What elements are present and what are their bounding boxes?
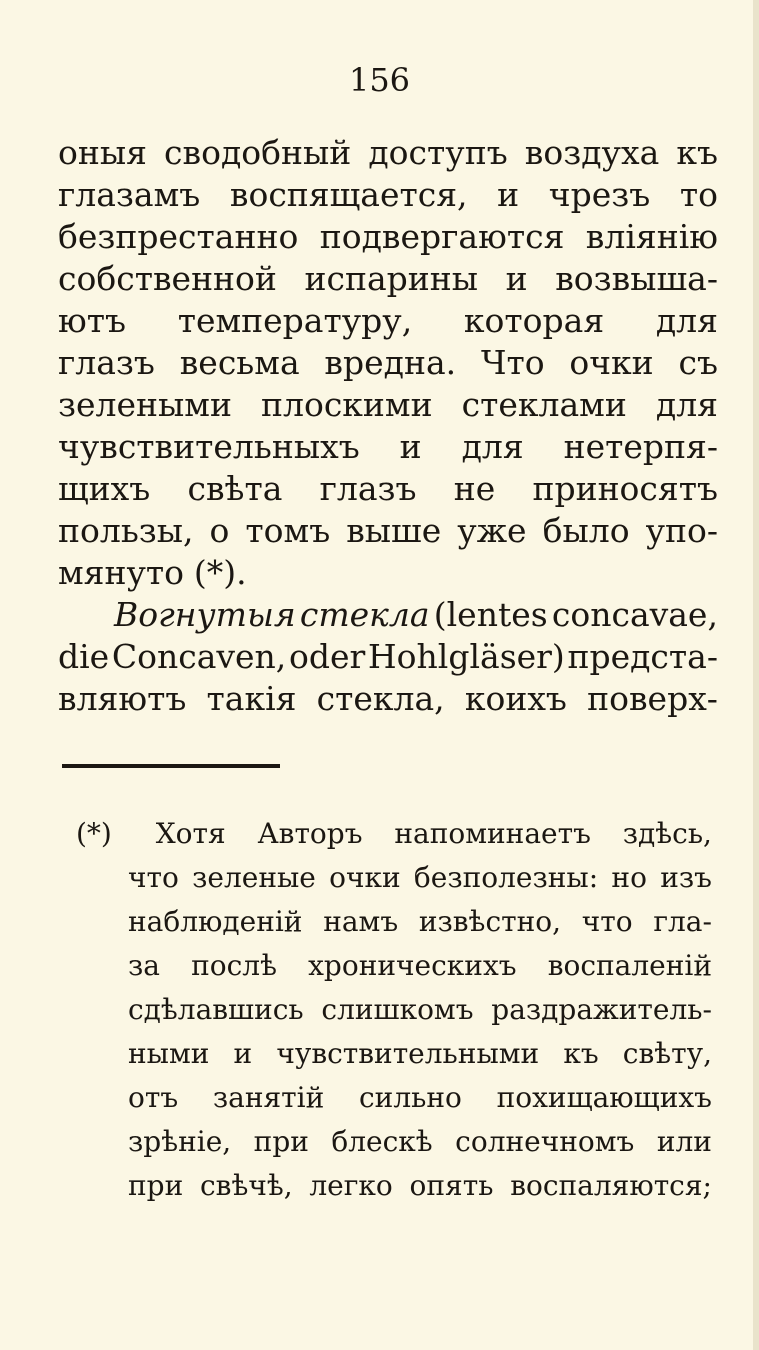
- text-line: [58, 132, 718, 174]
- word: но: [611, 861, 647, 894]
- text-line: [58, 300, 718, 342]
- text-line: [58, 384, 718, 426]
- word: сдѣлавшись: [128, 993, 304, 1026]
- word: предста-: [567, 637, 718, 676]
- word: отъ: [128, 1081, 179, 1114]
- word: для: [655, 301, 718, 340]
- footnote-marker: (*).: [193, 553, 247, 592]
- italic-term: стекла: [299, 595, 430, 634]
- word: раздражитель-: [491, 993, 712, 1026]
- footnote-line: [128, 1032, 712, 1076]
- footnote-line: [128, 1164, 712, 1208]
- word: щихъ: [58, 469, 151, 508]
- word: опять: [409, 1169, 494, 1202]
- word: зелеными: [58, 385, 232, 424]
- word: зрѣнiе,: [128, 1125, 232, 1158]
- word: здѣсь,: [622, 817, 712, 850]
- page-edge: [753, 0, 759, 1350]
- word: concavae,: [551, 595, 718, 634]
- footnote-line: [128, 944, 712, 988]
- footnote-marker: (*): [76, 817, 112, 850]
- word: вредна.: [324, 343, 457, 382]
- word: такiя: [206, 679, 297, 718]
- word: легко: [309, 1169, 393, 1202]
- word: Hohlgläser): [367, 637, 565, 676]
- word: упо-: [645, 511, 718, 550]
- word: коихъ: [464, 679, 567, 718]
- word: слишкомъ: [321, 993, 474, 1026]
- word: съ: [678, 343, 718, 382]
- word: или: [656, 1125, 712, 1158]
- word: наблюденiй: [128, 905, 303, 938]
- word: томъ: [245, 511, 331, 550]
- word: die: [58, 637, 110, 676]
- word: ными: [128, 1037, 210, 1070]
- word: вляютъ: [58, 679, 187, 718]
- word: блескѣ: [331, 1125, 433, 1158]
- word: не: [453, 469, 496, 508]
- word: при: [253, 1125, 309, 1158]
- footnote-line: [128, 900, 712, 944]
- word: воспаляются;: [510, 1169, 712, 1202]
- footnote-line: [76, 812, 712, 856]
- word: чрезъ: [548, 175, 651, 214]
- word: свѣта: [187, 469, 283, 508]
- word: о: [209, 511, 230, 550]
- word: поверх-: [587, 679, 718, 718]
- word: зеленые: [192, 861, 316, 894]
- footnote-line: [128, 856, 712, 900]
- footnote-line: [128, 988, 712, 1032]
- word: воздуха: [524, 133, 660, 172]
- word: стекла,: [316, 679, 445, 718]
- word: (lentes: [433, 595, 548, 634]
- word: что: [128, 861, 179, 894]
- word: безполезны:: [413, 861, 599, 894]
- word: температуру,: [177, 301, 413, 340]
- word: гла-: [653, 905, 712, 938]
- text-line: [58, 468, 718, 510]
- word: Concaven,: [111, 637, 287, 676]
- word: сводобный: [164, 133, 352, 172]
- main-text: [58, 132, 718, 720]
- word: oder: [288, 637, 366, 676]
- word: свѣчѣ,: [200, 1169, 293, 1202]
- word: и: [505, 259, 528, 298]
- word: ютъ: [58, 301, 126, 340]
- word: приносятъ: [532, 469, 718, 508]
- text-line: [58, 594, 718, 636]
- word: къ: [563, 1037, 599, 1070]
- word: что: [581, 905, 633, 938]
- word: изъ: [660, 861, 712, 894]
- word: возвыша-: [555, 259, 718, 298]
- word: для: [655, 385, 718, 424]
- footnote-line: [128, 1120, 712, 1164]
- word: намъ: [323, 905, 399, 938]
- word: къ: [676, 133, 718, 172]
- word: очки: [569, 343, 654, 382]
- word: воспящается,: [229, 175, 468, 214]
- word: для: [461, 427, 524, 466]
- word: свѣту,: [622, 1037, 712, 1070]
- word: послѣ: [191, 949, 277, 982]
- word: мянуто: [58, 553, 185, 592]
- word: Хотя: [155, 817, 226, 850]
- word: сильно: [358, 1081, 462, 1114]
- footnote: [76, 812, 712, 1208]
- word: весьма: [179, 343, 300, 382]
- word: то: [679, 175, 718, 214]
- text-line: [58, 216, 718, 258]
- text-line: [58, 636, 718, 678]
- word: собственной: [58, 259, 277, 298]
- word: которая: [463, 301, 605, 340]
- word: нетерпя-: [563, 427, 718, 466]
- word: чувствительныхъ: [58, 427, 360, 466]
- text-line: [58, 678, 718, 720]
- footnote-separator: [62, 764, 280, 768]
- word: воспаленiй: [547, 949, 712, 982]
- word: оныя: [58, 133, 147, 172]
- text-line: [58, 510, 718, 552]
- word: очки: [329, 861, 401, 894]
- word: глазамъ: [58, 175, 201, 214]
- text-line: [58, 552, 718, 594]
- word: похищающихъ: [496, 1081, 712, 1114]
- word: извѣстно,: [418, 905, 562, 938]
- word: и: [233, 1037, 253, 1070]
- word: солнечномъ: [455, 1125, 635, 1158]
- word: пользы,: [58, 511, 194, 550]
- word: при: [128, 1169, 184, 1202]
- word: стеклами: [461, 385, 627, 424]
- word: было: [542, 511, 630, 550]
- text-line: [58, 426, 718, 468]
- italic-term: Вогнутыя: [114, 595, 296, 634]
- word: напоминаетъ: [394, 817, 591, 850]
- word: подвергаются: [319, 217, 565, 256]
- page-number: 156: [348, 61, 411, 99]
- word: доступъ: [368, 133, 508, 172]
- word: Что: [480, 343, 545, 382]
- word: выше: [346, 511, 442, 550]
- footnote-line: [128, 1076, 712, 1120]
- word: плоскими: [261, 385, 433, 424]
- word: занятiй: [212, 1081, 325, 1114]
- word: и: [399, 427, 422, 466]
- word: Авторъ: [257, 817, 363, 850]
- word: глазъ: [58, 343, 155, 382]
- word: глазъ: [319, 469, 417, 508]
- text-line: [58, 174, 718, 216]
- text-line: [58, 258, 718, 300]
- word: и: [497, 175, 520, 214]
- text-line: [58, 342, 718, 384]
- word: уже: [457, 511, 527, 550]
- word: влiянiю: [585, 217, 718, 256]
- word: за: [128, 949, 160, 982]
- word: испарины: [304, 259, 479, 298]
- word: безпрестанно: [58, 217, 299, 256]
- word: чувствительными: [276, 1037, 540, 1070]
- word: хроническихъ: [308, 949, 517, 982]
